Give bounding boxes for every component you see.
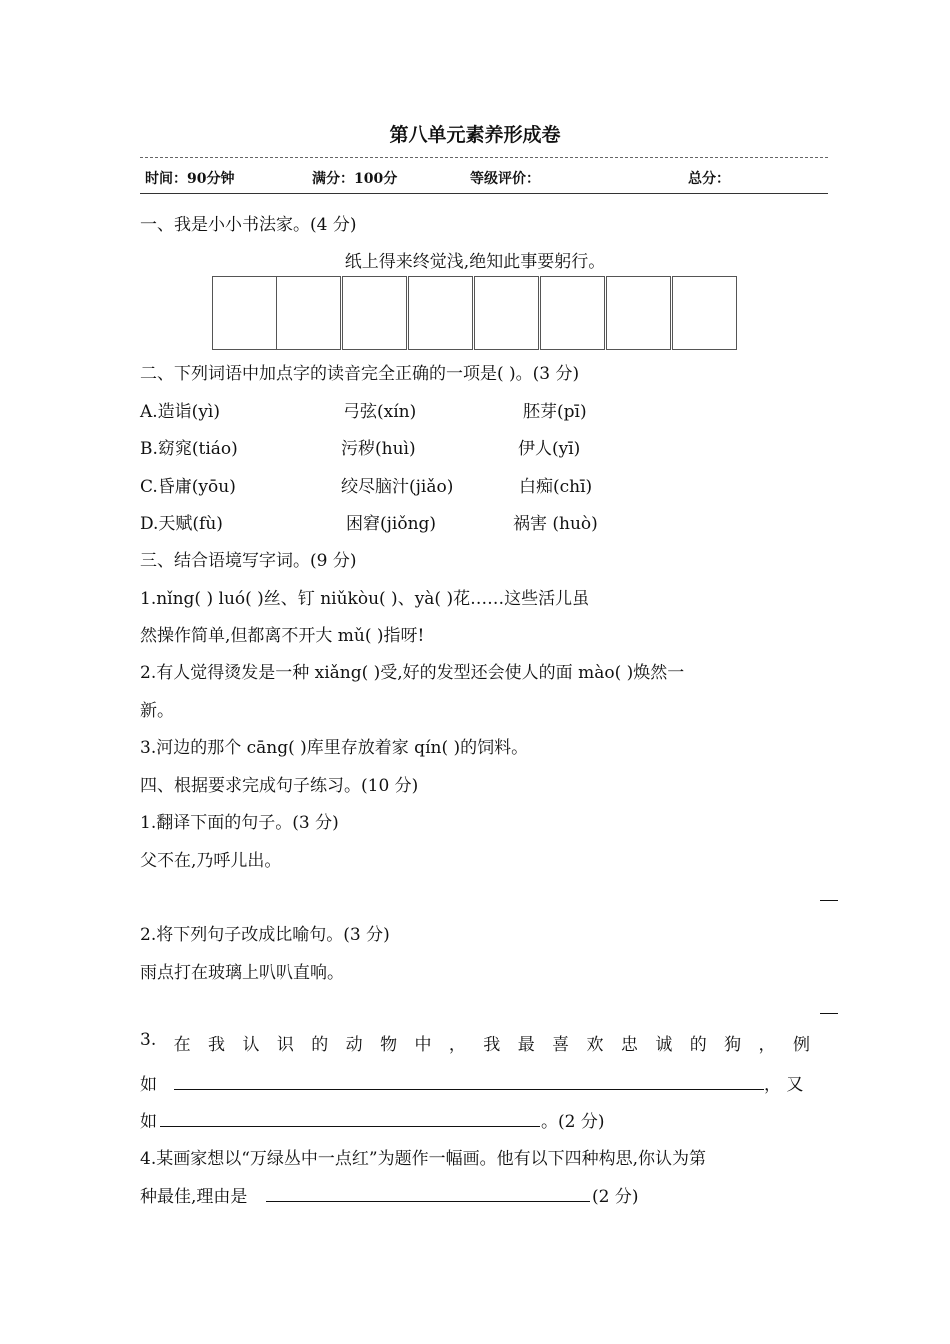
calligraphy-box[interactable] — [408, 276, 473, 350]
q4-sub2-answer-line[interactable] — [820, 1013, 838, 1014]
meta-total: 总分： — [688, 171, 730, 187]
q4-sub3-char: 欢 — [586, 1035, 604, 1055]
q4-sub1-answer-line[interactable] — [820, 900, 838, 901]
q4-sub3-char: 中 — [414, 1035, 432, 1055]
meta-full-score: 满分：100分 — [312, 171, 398, 187]
q4-sub1-sentence: 父不在,乃呼儿出。 — [140, 851, 282, 871]
q2-option-b-word3: 伊人(yī) — [518, 439, 581, 459]
q2-option-c-word2: 绞尽脑汁(jiǎo) — [341, 477, 454, 497]
calligraphy-box[interactable] — [540, 276, 605, 350]
q4-sub3-char: 物 — [380, 1035, 398, 1055]
q4-sub4-line2-start: 种最佳,理由是 — [140, 1187, 248, 1207]
q4-sub3-char: 在 — [173, 1035, 191, 1055]
calligraphy-box[interactable] — [276, 276, 341, 350]
q4-sub3-char: 认 — [242, 1035, 260, 1055]
q4-sub3-char: 诚 — [655, 1035, 673, 1055]
calligraphy-box[interactable] — [474, 276, 539, 350]
q2-option-a-word3: 胚芽(pī) — [523, 402, 587, 422]
q4-sub3-char: ， — [758, 1035, 776, 1055]
q4-sub3-line3-end: 。(2 分) — [541, 1112, 605, 1132]
q4-sub3-char: 的 — [689, 1035, 707, 1055]
q4-sub3-line2-start: 如 — [140, 1075, 157, 1095]
header-solid-divider — [140, 193, 828, 194]
header-dashed-divider — [140, 157, 828, 158]
q3-line: 然操作简单,但都离不开大 mǔ( )指呀! — [140, 626, 425, 646]
q4-sub3-char: 最 — [517, 1035, 535, 1055]
q2-option-a-word2: 弓弦(xín) — [343, 402, 417, 422]
q4-sub3-char: ， — [448, 1035, 466, 1055]
q3-line: 2.有人觉得烫发是一种 xiǎng( )受,好的发型还会使人的面 mào( )焕然一 — [140, 663, 685, 683]
q4-sub3-char: 例 — [792, 1035, 810, 1055]
q4-sub3-char: 我 — [483, 1035, 501, 1055]
q4-sub4-answer-line[interactable] — [266, 1201, 590, 1202]
q4-sub3-char: 识 — [276, 1035, 294, 1055]
q4-sub3-char: 我 — [208, 1035, 226, 1055]
meta-time: 时间：90分钟 — [145, 171, 235, 187]
q1-heading: 一、我是小小书法家。(4 分) — [140, 215, 357, 235]
q4-sub3-line1 — [140, 1030, 810, 1055]
q4-sub3-char: 3. — [140, 1030, 157, 1050]
q4-sub4-line1: 4.某画家想以“万绿丛中一点红”为题作一幅画。他有以下四种构思,你认为第 — [140, 1149, 707, 1169]
page-title: 第八单元素养形成卷 — [389, 124, 561, 146]
q3-line: 新。 — [140, 701, 174, 721]
calligraphy-box[interactable] — [606, 276, 671, 350]
q2-heading: 二、下列词语中加点字的读音完全正确的一项是( )。(3 分) — [140, 364, 580, 384]
q2-option-a[interactable]: A.造诣(yì) — [140, 402, 220, 422]
calligraphy-box[interactable] — [672, 276, 737, 350]
q4-sub3-answer-line-1[interactable] — [174, 1089, 764, 1090]
calligraphy-box[interactable] — [342, 276, 407, 350]
q4-sub3-line3-start: 如 — [140, 1112, 157, 1132]
q4-sub1-title: 1.翻译下面的句子。(3 分) — [140, 813, 339, 833]
q4-heading: 四、根据要求完成句子练习。(10 分) — [140, 776, 419, 796]
q2-option-d-word3: 祸害 (huò) — [513, 514, 598, 534]
q4-sub2-title: 2.将下列句子改成比喻句。(3 分) — [140, 925, 390, 945]
q4-sub4-line2-end: (2 分) — [592, 1187, 639, 1207]
q3-line: 1.nǐng( ) luó( )丝、钉 niǔkòu( )、yà( )花……这些活儿虽 — [140, 589, 590, 609]
q4-sub3-char: 忠 — [620, 1035, 638, 1055]
meta-grade: 等级评价： — [470, 171, 540, 187]
q4-sub2-sentence: 雨点打在玻璃上叭叭直响。 — [140, 963, 344, 983]
q2-option-c-word3: 白痴(chī) — [519, 477, 593, 497]
q2-option-b[interactable]: B.窈窕(tiáo) — [140, 439, 238, 459]
q4-sub3-char: 喜 — [552, 1035, 570, 1055]
q2-option-d[interactable]: D.天赋(fù) — [140, 514, 223, 534]
q4-sub3-char: 的 — [311, 1035, 329, 1055]
q4-sub3-line2-end: ， 又 — [764, 1075, 804, 1095]
q2-option-d-word2: 困窘(jiǒng) — [346, 514, 437, 534]
q4-sub3-answer-line-2[interactable] — [160, 1126, 540, 1127]
q4-sub3-char: 动 — [345, 1035, 363, 1055]
q2-option-b-word2: 污秽(huì) — [341, 439, 416, 459]
q3-line: 3.河边的那个 cāng( )库里存放着家 qín( )的饲料。 — [140, 738, 529, 758]
q4-sub3-char: 狗 — [724, 1035, 742, 1055]
q1-poem: 纸上得来终觉浅,绝知此事要躬行。 — [344, 252, 606, 272]
q3-heading: 三、结合语境写字词。(9 分) — [140, 551, 357, 571]
calligraphy-box[interactable] — [212, 276, 277, 350]
q2-option-c[interactable]: C.昏庸(yōu) — [140, 477, 236, 497]
